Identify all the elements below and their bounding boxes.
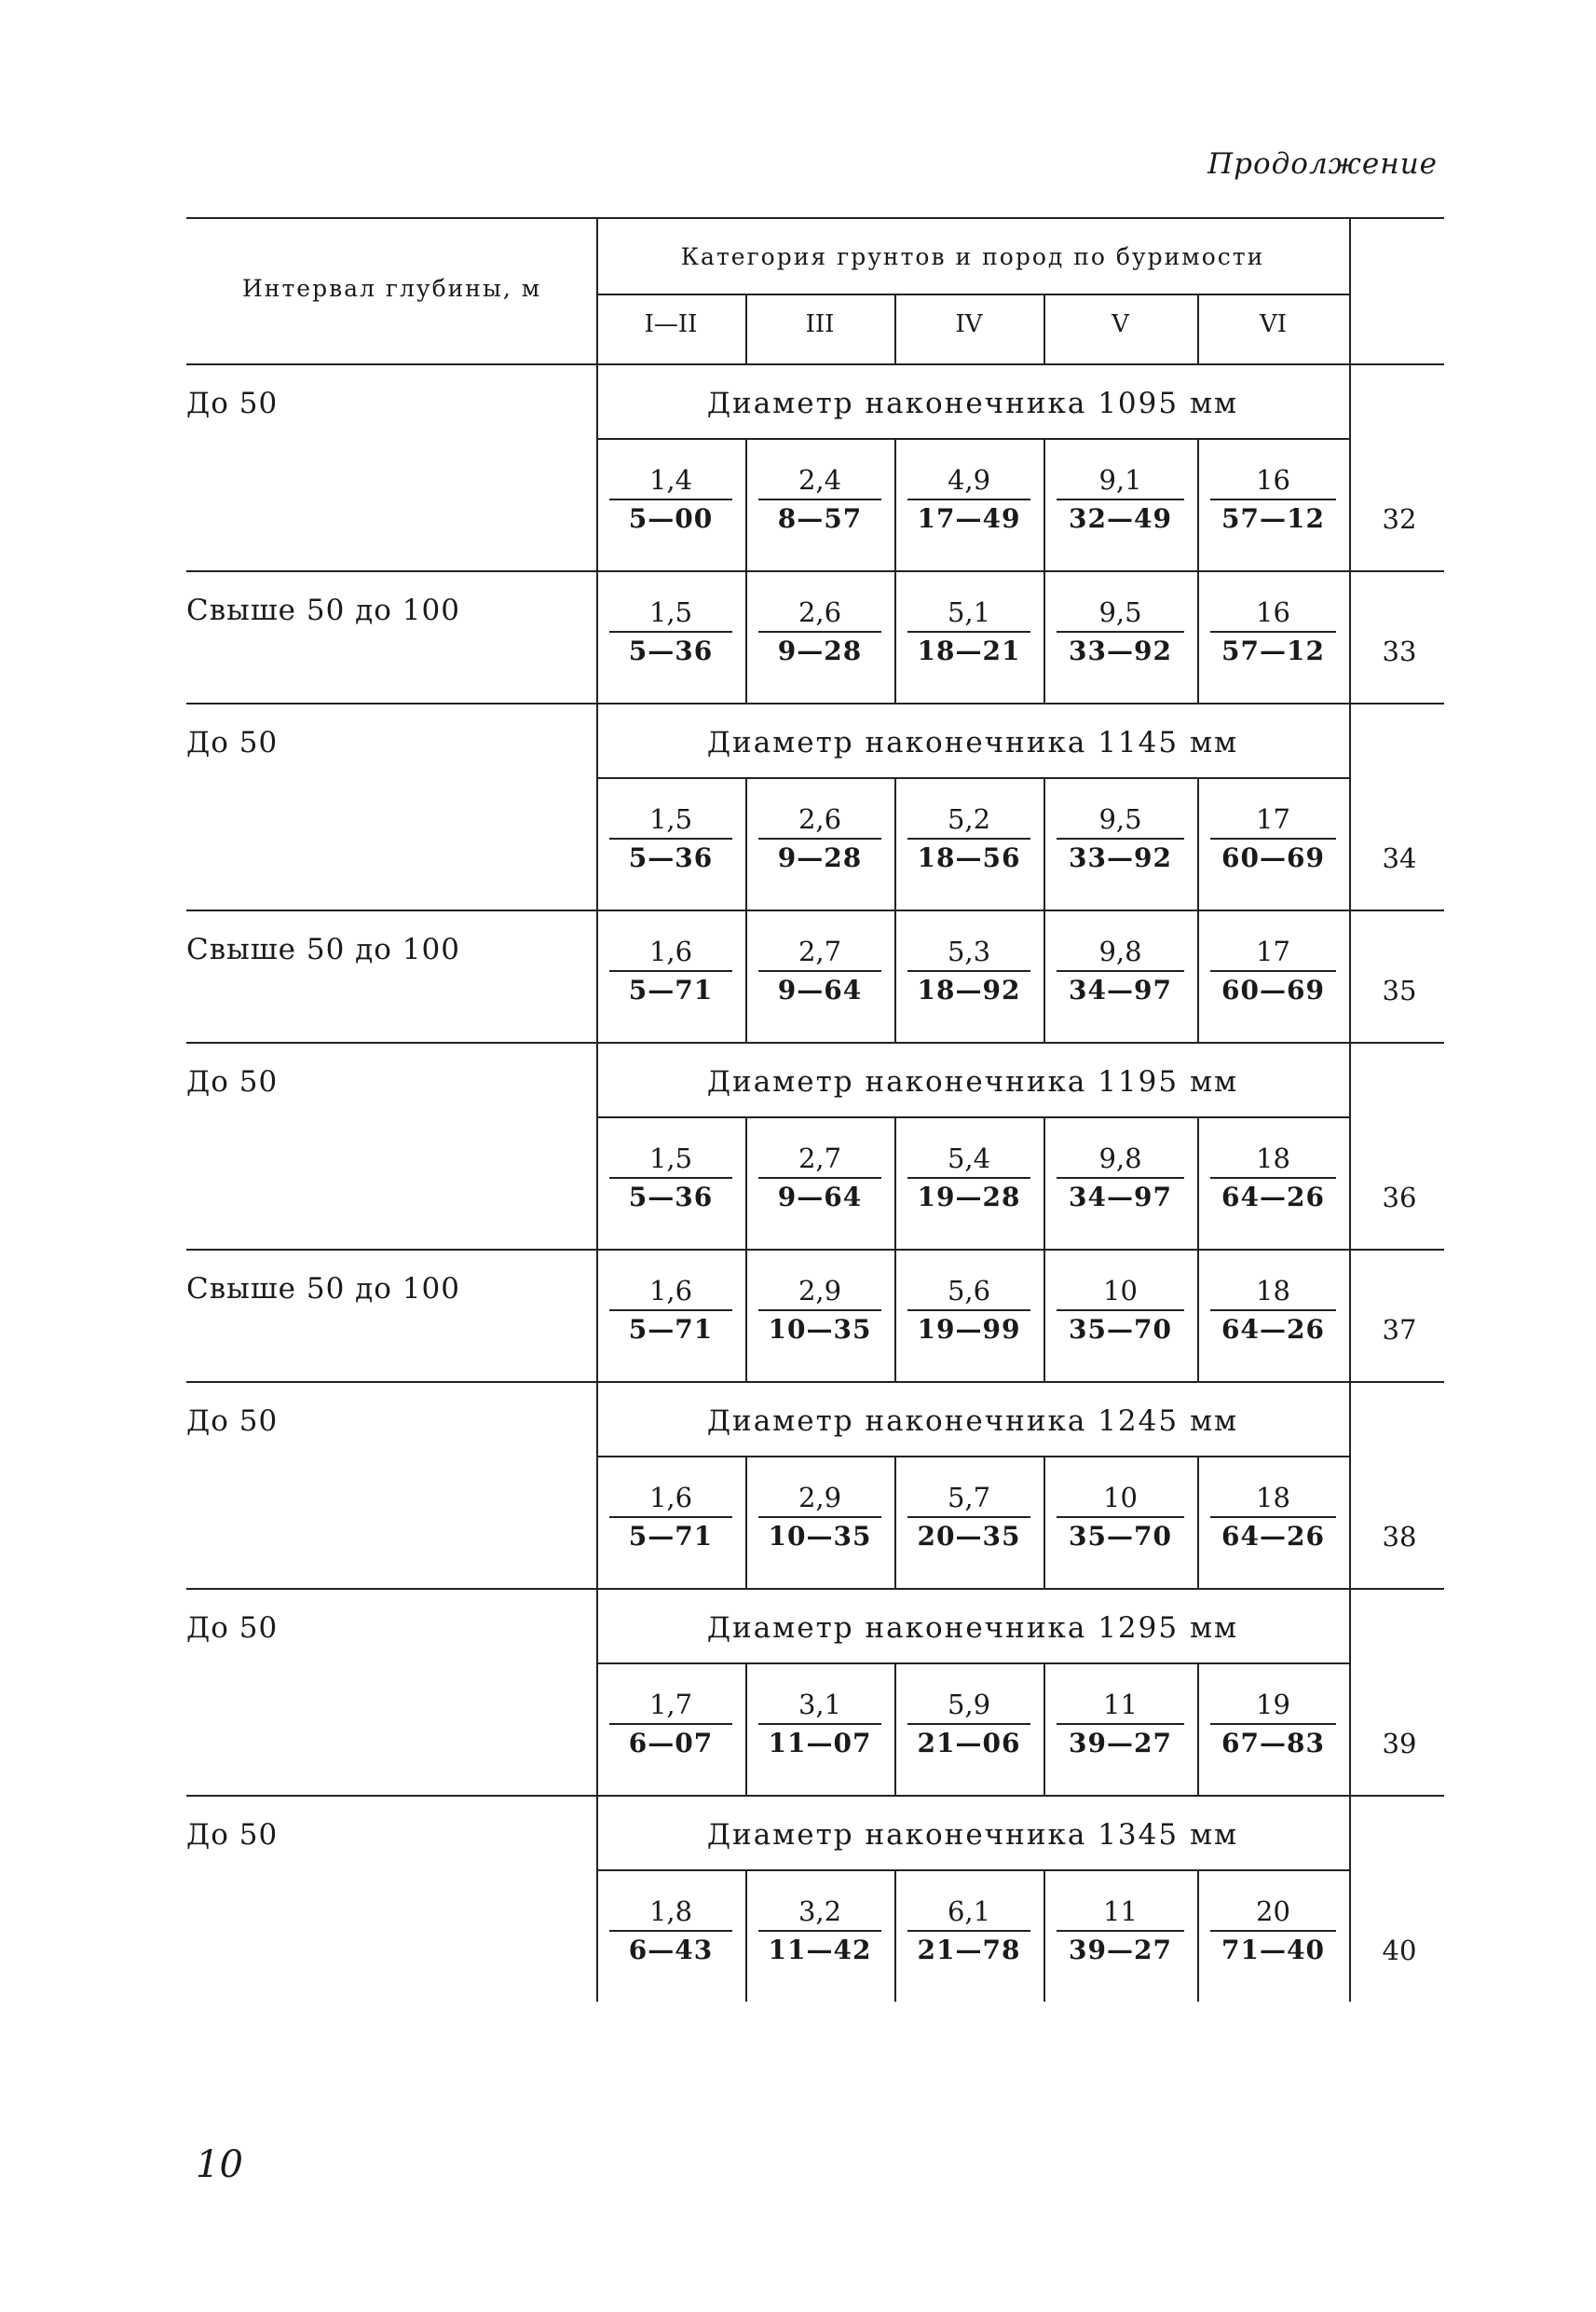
rate-numerator: 2,7 (798, 936, 842, 967)
rate-cell (596, 1686, 745, 1762)
rate-numerator: 5,1 (947, 596, 991, 628)
rate-numerator: 19 (1256, 1689, 1290, 1720)
cell-divider (1197, 1662, 1199, 1795)
cell-divider (1044, 570, 1045, 703)
rate-denominator: 64—26 (1221, 1314, 1325, 1345)
cell-divider (1197, 910, 1199, 1042)
rate-cell (596, 1479, 745, 1555)
depth-interval-label: До 50 (186, 1818, 279, 1852)
diameter-caption: Диаметр наконечника 1095 мм (706, 387, 1239, 420)
rate-numerator: 3,1 (798, 1689, 842, 1720)
row-code: 35 (1382, 975, 1417, 1006)
diameter-rule (596, 1116, 1349, 1118)
rate-cell (745, 1686, 894, 1762)
depth-interval-label: Свыше 50 до 100 (186, 594, 460, 627)
rate-denominator: 19—28 (917, 1182, 1021, 1212)
row-rule (186, 703, 1444, 705)
rate-numerator: 2,7 (798, 1142, 842, 1174)
category-col-1: I—II (644, 310, 698, 338)
cell-divider (1197, 1116, 1199, 1249)
rate-denominator: 19—99 (917, 1314, 1021, 1345)
table-top-rule (186, 217, 1444, 219)
rate-cell (1044, 1479, 1197, 1555)
rate-denominator: 17—49 (917, 503, 1021, 534)
rate-numerator: 2,6 (798, 803, 842, 835)
rate-denominator: 64—26 (1221, 1521, 1325, 1552)
cell-divider (1197, 777, 1199, 910)
rate-cell (596, 1272, 745, 1348)
depth-interval-label: Свыше 50 до 100 (186, 933, 460, 966)
rate-cell (596, 800, 745, 877)
rate-numerator: 9,8 (1098, 1142, 1142, 1174)
cell-divider (745, 777, 747, 910)
rate-cell (745, 461, 894, 538)
rate-cell (596, 594, 745, 670)
rate-cell (1197, 1140, 1349, 1216)
rate-denominator: 39—27 (1069, 1728, 1172, 1758)
diameter-caption: Диаметр наконечника 1145 мм (706, 726, 1239, 759)
rate-cell (1197, 933, 1349, 1009)
rate-numerator: 9,5 (1098, 803, 1142, 835)
cell-divider (894, 1116, 896, 1249)
rate-denominator: 9—28 (777, 636, 863, 666)
depth-interval-label: До 50 (186, 1065, 279, 1099)
category-col-2: III (805, 310, 835, 338)
rate-cell (1044, 933, 1197, 1009)
rate-denominator: 5—36 (628, 842, 714, 873)
row-code: 38 (1382, 1521, 1417, 1553)
rate-denominator: 18—92 (917, 975, 1021, 1006)
rate-denominator: 5—00 (628, 503, 714, 534)
rate-cell (894, 1893, 1044, 1969)
group-right-border (1349, 1795, 1351, 2002)
rate-denominator: 60—69 (1221, 975, 1325, 1006)
group-left-border (596, 1381, 598, 1588)
rate-numerator: 17 (1256, 803, 1290, 835)
rate-denominator: 6—07 (628, 1728, 714, 1758)
rate-numerator: 9,1 (1098, 464, 1142, 496)
diameter-caption: Диаметр наконечника 1295 мм (706, 1611, 1239, 1645)
rate-cell (1197, 1893, 1349, 1969)
rate-cell (1044, 1272, 1197, 1348)
rate-cell (745, 1893, 894, 1969)
rate-denominator: 67—83 (1221, 1728, 1325, 1758)
rate-denominator: 5—36 (628, 1182, 714, 1212)
rate-numerator: 2,4 (798, 464, 842, 496)
rate-denominator: 18—56 (917, 842, 1021, 873)
cell-divider (1044, 1249, 1045, 1381)
rate-denominator: 5—71 (628, 1521, 714, 1552)
rate-numerator: 3,2 (798, 1895, 842, 1927)
rate-numerator: 1,4 (648, 464, 693, 496)
diameter-caption: Диаметр наконечника 1345 мм (706, 1818, 1239, 1852)
diameter-caption: Диаметр наконечника 1245 мм (706, 1404, 1239, 1438)
rate-numerator: 17 (1256, 936, 1290, 967)
rate-denominator: 8—57 (777, 503, 863, 534)
diameter-rule (596, 1869, 1349, 1871)
depth-interval-label: Свыше 50 до 100 (186, 1272, 460, 1306)
rate-numerator: 5,3 (947, 936, 991, 967)
rate-numerator: 5,7 (947, 1482, 991, 1513)
category-right-border (1349, 217, 1351, 363)
rate-cell (1197, 800, 1349, 877)
rate-cell (596, 933, 745, 1009)
rate-numerator: 1,6 (648, 936, 693, 967)
rate-numerator: 2,9 (798, 1275, 842, 1306)
rate-cell (1197, 594, 1349, 670)
row-rule (186, 1795, 1444, 1797)
rate-denominator: 5—71 (628, 975, 714, 1006)
rate-denominator: 71—40 (1221, 1935, 1325, 1965)
category-header: Категория грунтов и пород по буримости (680, 243, 1265, 270)
rate-numerator: 6,1 (947, 1895, 991, 1927)
depth-interval-label: До 50 (186, 726, 279, 759)
group-right-border (1349, 1381, 1351, 1588)
rate-denominator: 60—69 (1221, 842, 1325, 873)
group-left-border (596, 703, 598, 1042)
category-col-divider (745, 294, 747, 363)
interval-header: Интервал глубины, м (242, 275, 542, 302)
cell-divider (1197, 1249, 1199, 1381)
cell-divider (745, 1869, 747, 2002)
rate-numerator: 2,6 (798, 596, 842, 628)
cell-divider (745, 1662, 747, 1795)
rate-denominator: 34—97 (1069, 1182, 1172, 1212)
page-number: 10 (196, 2143, 243, 2186)
cell-divider (745, 1456, 747, 1588)
diameter-rule (596, 1456, 1349, 1457)
category-col-5: VI (1259, 310, 1288, 338)
cell-divider (745, 570, 747, 703)
continuation-label: Продолжение (1207, 147, 1438, 181)
rate-numerator: 10 (1103, 1275, 1138, 1306)
rate-numerator: 5,6 (947, 1275, 991, 1306)
row-code: 34 (1382, 842, 1417, 874)
rate-denominator: 9—28 (777, 842, 863, 873)
rate-cell (745, 1272, 894, 1348)
rate-numerator: 9,8 (1098, 936, 1142, 967)
rate-cell (1044, 1686, 1197, 1762)
rate-cell (745, 594, 894, 670)
rate-denominator: 33—92 (1069, 842, 1172, 873)
cell-divider (1044, 1456, 1045, 1588)
cell-divider (894, 1249, 896, 1381)
rate-numerator: 5,2 (947, 803, 991, 835)
rate-cell (1044, 1893, 1197, 1969)
cell-divider (1044, 910, 1045, 1042)
cell-divider (1044, 777, 1045, 910)
row-code: 37 (1382, 1314, 1417, 1346)
row-rule (186, 1381, 1444, 1383)
rate-denominator: 18—21 (917, 636, 1021, 666)
rate-cell (894, 594, 1044, 670)
rate-numerator: 4,9 (947, 464, 991, 496)
rate-cell (1197, 1686, 1349, 1762)
rate-denominator: 34—97 (1069, 975, 1172, 1006)
rate-numerator: 16 (1256, 464, 1290, 496)
rate-denominator: 21—78 (917, 1935, 1021, 1965)
rate-cell (745, 1140, 894, 1216)
row-rule (186, 1249, 1444, 1251)
cell-divider (745, 910, 747, 1042)
cell-divider (894, 777, 896, 910)
rate-cell (1044, 461, 1197, 538)
cell-divider (894, 570, 896, 703)
rate-cell (1044, 1140, 1197, 1216)
row-rule (186, 910, 1444, 911)
cell-divider (894, 438, 896, 570)
rate-numerator: 10 (1103, 1482, 1138, 1513)
category-col-divider (1197, 294, 1199, 363)
diameter-rule (596, 1662, 1349, 1664)
cell-divider (894, 1662, 896, 1795)
rate-denominator: 9—64 (777, 975, 863, 1006)
rate-cell (1044, 800, 1197, 877)
rate-numerator: 18 (1256, 1275, 1290, 1306)
rate-numerator: 18 (1256, 1482, 1290, 1513)
group-right-border (1349, 1588, 1351, 1795)
rate-numerator: 5,9 (947, 1689, 991, 1720)
rate-numerator: 1,7 (648, 1689, 693, 1720)
cell-divider (745, 1249, 747, 1381)
diameter-caption: Диаметр наконечника 1195 мм (706, 1065, 1239, 1099)
row-rule (186, 570, 1444, 572)
rate-numerator: 9,5 (1098, 596, 1142, 628)
depth-interval-label: До 50 (186, 1404, 279, 1438)
cell-divider (1197, 1869, 1199, 2002)
group-left-border (596, 1795, 598, 2002)
rate-numerator: 1,5 (648, 596, 693, 628)
cell-divider (894, 1869, 896, 2002)
rate-cell (745, 800, 894, 877)
cell-divider (1044, 1116, 1045, 1249)
rate-numerator: 16 (1256, 596, 1290, 628)
category-col-divider (894, 294, 896, 363)
rate-numerator: 1,5 (648, 1142, 693, 1174)
cell-divider (745, 1116, 747, 1249)
group-right-border (1349, 703, 1351, 1042)
category-col-3: IV (955, 310, 983, 338)
rate-denominator: 9—64 (777, 1182, 863, 1212)
category-subrule (596, 294, 1349, 295)
depth-interval-label: До 50 (186, 1611, 279, 1645)
row-code: 36 (1382, 1182, 1417, 1213)
rate-denominator: 11—07 (768, 1728, 872, 1758)
rate-denominator: 5—36 (628, 636, 714, 666)
rate-cell (745, 933, 894, 1009)
rate-numerator: 1,6 (648, 1482, 693, 1513)
cell-divider (1044, 1869, 1045, 2002)
group-left-border (596, 1588, 598, 1795)
row-code: 39 (1382, 1728, 1417, 1759)
rate-cell (894, 1272, 1044, 1348)
row-code: 32 (1382, 503, 1417, 535)
rate-denominator: 35—70 (1069, 1521, 1172, 1552)
rate-cell (596, 1140, 745, 1216)
group-right-border (1349, 363, 1351, 703)
rate-cell (1044, 594, 1197, 670)
rate-numerator: 1,6 (648, 1275, 693, 1306)
rate-denominator: 57—12 (1221, 636, 1325, 666)
rate-numerator: 11 (1103, 1689, 1138, 1720)
header-bottom-rule (186, 363, 1444, 365)
rate-cell (1197, 1272, 1349, 1348)
rate-numerator: 5,4 (947, 1142, 991, 1174)
rate-numerator: 11 (1103, 1895, 1138, 1927)
diameter-rule (596, 777, 1349, 779)
rate-cell (596, 1893, 745, 1969)
rate-denominator: 6—43 (628, 1935, 714, 1965)
group-left-border (596, 1042, 598, 1381)
rate-cell (894, 1140, 1044, 1216)
cell-divider (894, 1456, 896, 1588)
rate-denominator: 39—27 (1069, 1935, 1172, 1965)
row-code: 33 (1382, 636, 1417, 667)
rate-denominator: 32—49 (1069, 503, 1172, 534)
cell-divider (894, 910, 896, 1042)
depth-interval-label: До 50 (186, 387, 279, 420)
row-rule (186, 1042, 1444, 1044)
rate-denominator: 35—70 (1069, 1314, 1172, 1345)
cell-divider (1197, 438, 1199, 570)
category-col-4: V (1112, 310, 1129, 338)
rate-numerator: 1,8 (648, 1895, 693, 1927)
rate-cell (894, 933, 1044, 1009)
rate-denominator: 11—42 (768, 1935, 872, 1965)
cell-divider (1044, 438, 1045, 570)
diameter-rule (596, 438, 1349, 440)
rate-numerator: 1,5 (648, 803, 693, 835)
rate-denominator: 57—12 (1221, 503, 1325, 534)
cell-divider (745, 438, 747, 570)
rate-denominator: 33—92 (1069, 636, 1172, 666)
cell-divider (1197, 1456, 1199, 1588)
rate-cell (894, 800, 1044, 877)
rate-cell (745, 1479, 894, 1555)
rate-denominator: 10—35 (768, 1314, 872, 1345)
rate-denominator: 20—35 (917, 1521, 1021, 1552)
group-left-border (596, 363, 598, 703)
rate-denominator: 64—26 (1221, 1182, 1325, 1212)
category-col-divider (1044, 294, 1045, 363)
row-code: 40 (1382, 1935, 1417, 1966)
rate-denominator: 21—06 (917, 1728, 1021, 1758)
rate-cell (894, 1479, 1044, 1555)
rate-cell (1197, 1479, 1349, 1555)
category-left-border (596, 217, 598, 363)
rate-numerator: 18 (1256, 1142, 1290, 1174)
rate-cell (1197, 461, 1349, 538)
rate-cell (596, 461, 745, 538)
rate-numerator: 2,9 (798, 1482, 842, 1513)
rate-cell (894, 1686, 1044, 1762)
rate-denominator: 10—35 (768, 1521, 872, 1552)
rate-cell (894, 461, 1044, 538)
group-right-border (1349, 1042, 1351, 1381)
cell-divider (1197, 570, 1199, 703)
cell-divider (1044, 1662, 1045, 1795)
row-rule (186, 1588, 1444, 1590)
rate-denominator: 5—71 (628, 1314, 714, 1345)
rate-numerator: 20 (1256, 1895, 1290, 1927)
